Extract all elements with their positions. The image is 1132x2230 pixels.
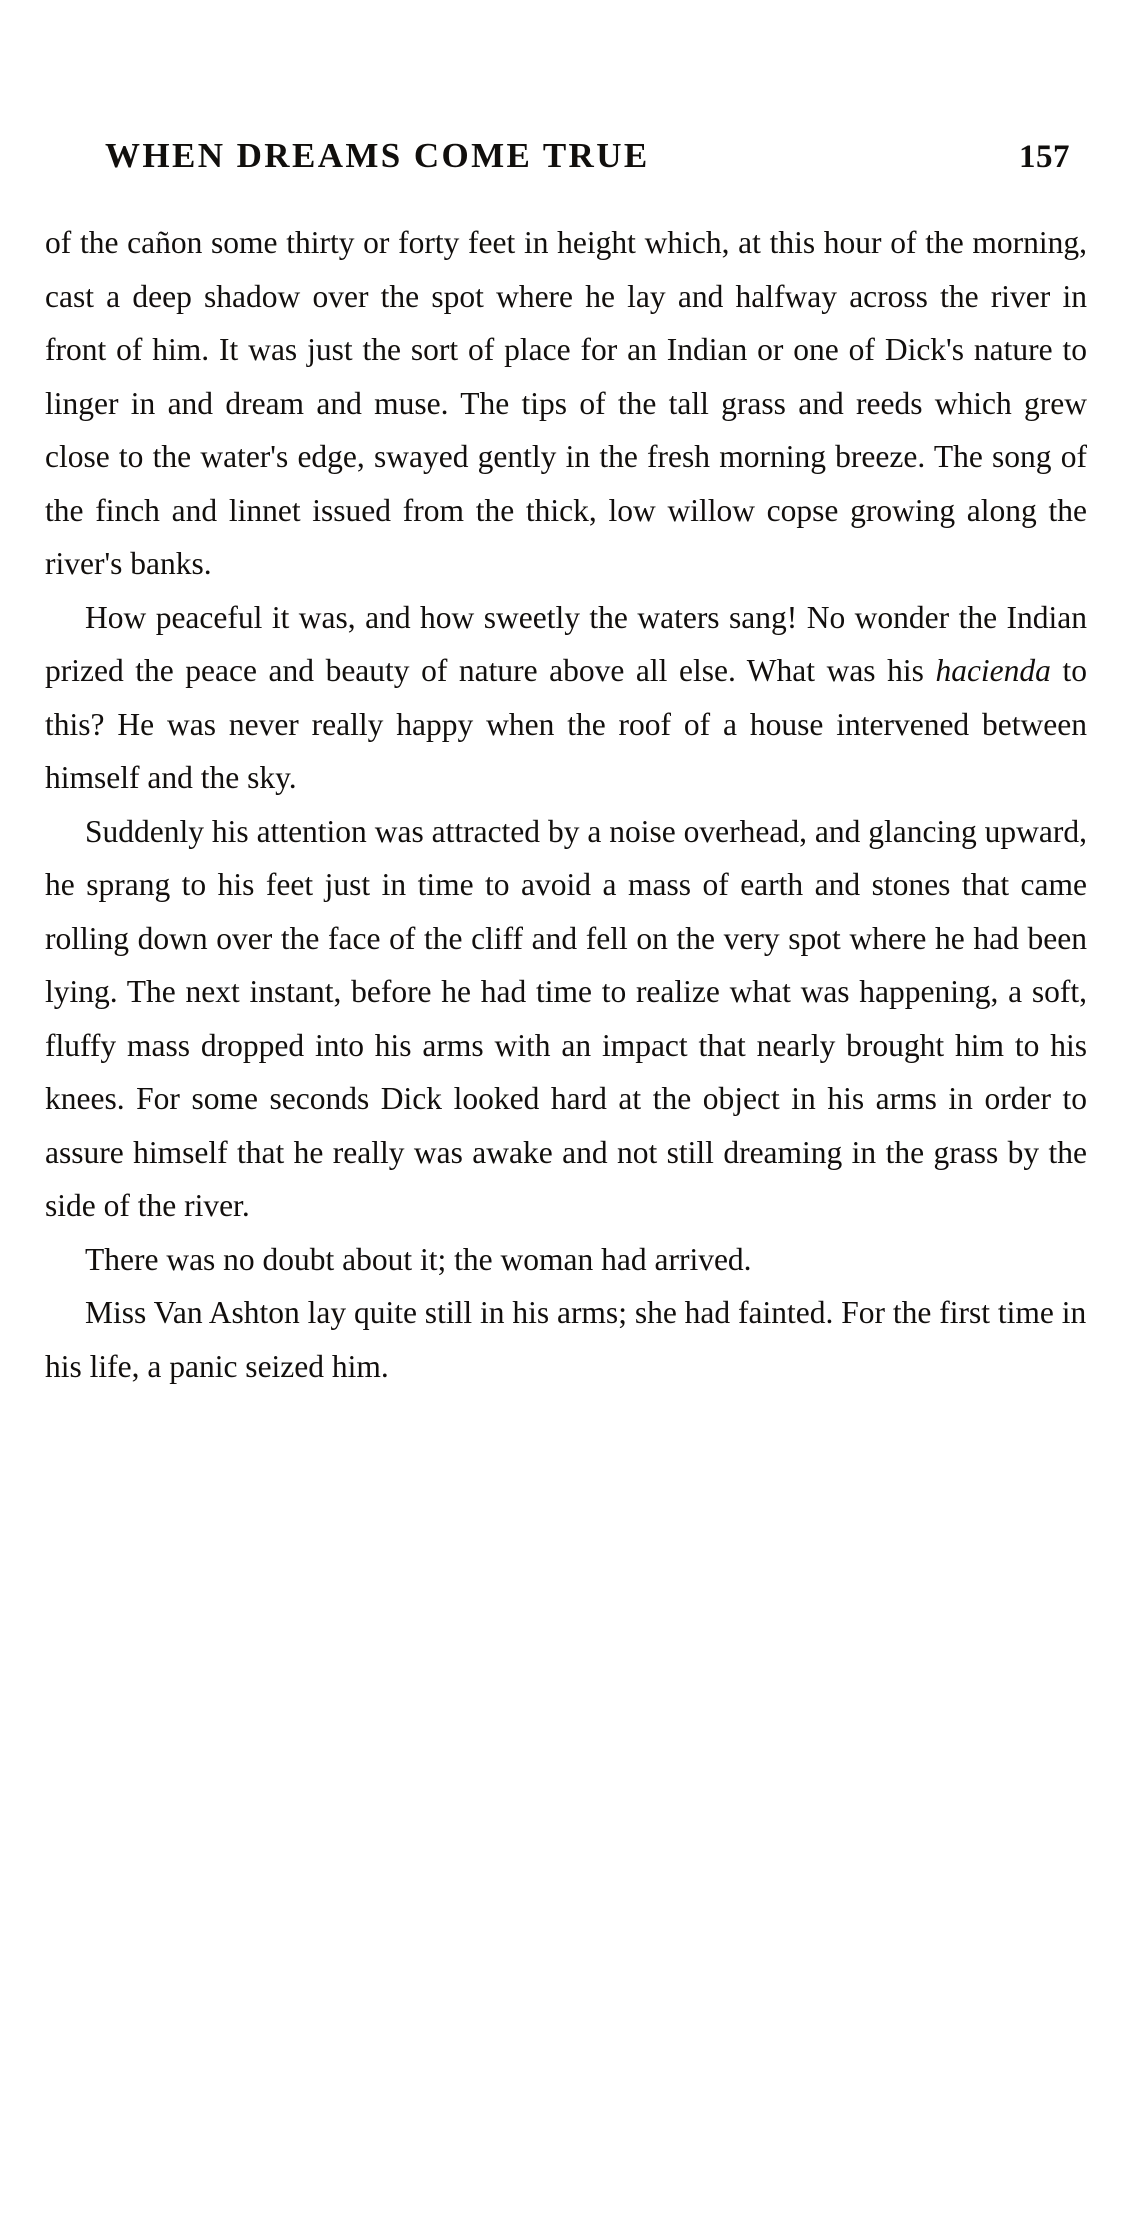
paragraph xyxy=(45,591,1087,805)
page-header xyxy=(105,136,1070,176)
paragraph-text: How peaceful it was, and how sweetly the waters sang! No wonder the Indian prized the peace and beauty of nature above all else. What was his xyxy=(45,599,1087,688)
italic-term: hacienda xyxy=(935,653,1051,688)
paragraph: Miss Van Ashton lay quite still in his arms; she had fainted. For the first time in his life, a panic seized him. xyxy=(45,1295,1087,1384)
paragraph-text-tail: to this? He was never really happy when the roof of a house intervened between himself and the sky. xyxy=(45,653,1087,795)
paragraph: Suddenly his attention was attracted by a noise overhead, and glancing upward, he sprang to his feet just in time to avoid a mass of earth and stones that came rolling down over the face of the cliff and fell on the very spot where he had been lying. The next instant, before he had time to realize what was happening, a soft, fluffy mass dropped into his arms with an impact that nearly brought him to his knees. For some seconds Dick looked hard at the object in his arms in order to assure himself that he really was awake and not still dreaming in the grass by the side of the river. xyxy=(45,813,1087,1223)
book-page xyxy=(0,136,1132,2230)
page-number: 157 xyxy=(1019,139,1070,175)
running-title: WHEN DREAMS COME TRUE xyxy=(105,136,650,175)
paragraph: There was no doubt about it; the woman had arrived. xyxy=(85,1241,752,1277)
paragraph: of the cañon some thirty or forty feet in height which, at this hour of the morning, cast a deep shadow over the spot where he lay and halfway across the river in front of him. It was just the sort of place for an Indian or one of Dick's nature to linger in and dream and muse. The tips of the tall grass and reeds which grew close to the water's edge, swayed gently in the fresh morning breeze. The song of the finch and linnet issued from the thick, low willow copse growing along the river's banks. xyxy=(45,225,1087,581)
page-body xyxy=(45,216,1087,1393)
